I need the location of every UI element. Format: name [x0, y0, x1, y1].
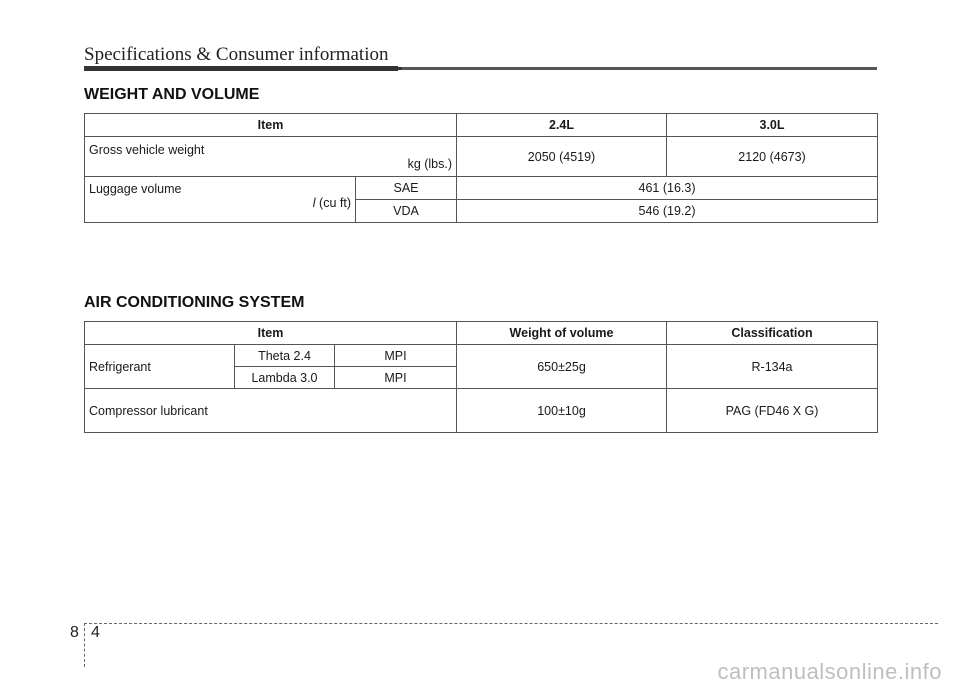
table-row: [85, 177, 878, 200]
gross-weight-cell: [85, 137, 457, 177]
header-item: Item: [85, 114, 457, 137]
weight-volume-table: [84, 113, 878, 223]
table-row: [85, 137, 878, 177]
weight-volume-title: WEIGHT AND VOLUME: [84, 86, 260, 103]
engine-theta: Theta 2.4: [235, 345, 335, 367]
engine-lambda-type: MPI: [335, 367, 457, 389]
compressor-label: Compressor lubricant: [85, 389, 457, 433]
gross-weight-label: Gross vehicle weight: [89, 142, 205, 157]
luggage-std-vda: VDA: [356, 200, 457, 223]
gross-weight-30l: 2120 (4673): [667, 137, 878, 177]
refrigerant-weight: 650±25g: [457, 345, 667, 389]
header-30l: 3.0L: [667, 114, 878, 137]
header-item: Item: [85, 322, 457, 345]
engine-theta-type: MPI: [335, 345, 457, 367]
liter-unit-rest: (cu ft): [315, 196, 351, 210]
footer-divider: [84, 623, 85, 667]
table-header-row: [85, 322, 878, 345]
engine-lambda: Lambda 3.0: [235, 367, 335, 389]
luggage-volume-label: Luggage volume: [89, 182, 182, 196]
refrigerant-classification: R-134a: [667, 345, 878, 389]
liter-symbol: l: [312, 196, 316, 210]
page-number: 4: [91, 624, 100, 641]
compressor-classification: PAG (FD46 X G): [667, 389, 878, 433]
gross-weight-unit: kg (lbs.): [407, 156, 453, 171]
air-conditioning-title: AIR CONDITIONING SYSTEM: [84, 294, 305, 311]
refrigerant-label: Refrigerant: [85, 345, 235, 389]
header-weight: Weight of volume: [457, 322, 667, 345]
table-header-row: [85, 114, 878, 137]
header-classification: Classification: [667, 322, 878, 345]
header-24l: 2.4L: [457, 114, 667, 137]
luggage-value-vda: 546 (19.2): [457, 200, 878, 223]
air-conditioning-table: [84, 321, 878, 433]
header-rule-accent: [84, 66, 398, 71]
gross-weight-24l: 2050 (4519): [457, 137, 667, 177]
watermark: carmanualsonline.info: [717, 659, 942, 684]
page-section-number: 8: [70, 624, 79, 641]
luggage-value-sae: 461 (16.3): [457, 177, 878, 200]
table-row: [85, 345, 878, 367]
luggage-volume-cell: [85, 177, 356, 223]
luggage-volume-unit: [89, 196, 351, 210]
table-row: [85, 389, 878, 433]
luggage-std-sae: SAE: [356, 177, 457, 200]
page-header-title: Specifications & Consumer information: [84, 44, 389, 65]
compressor-weight: 100±10g: [457, 389, 667, 433]
footer-rule: [84, 623, 938, 624]
